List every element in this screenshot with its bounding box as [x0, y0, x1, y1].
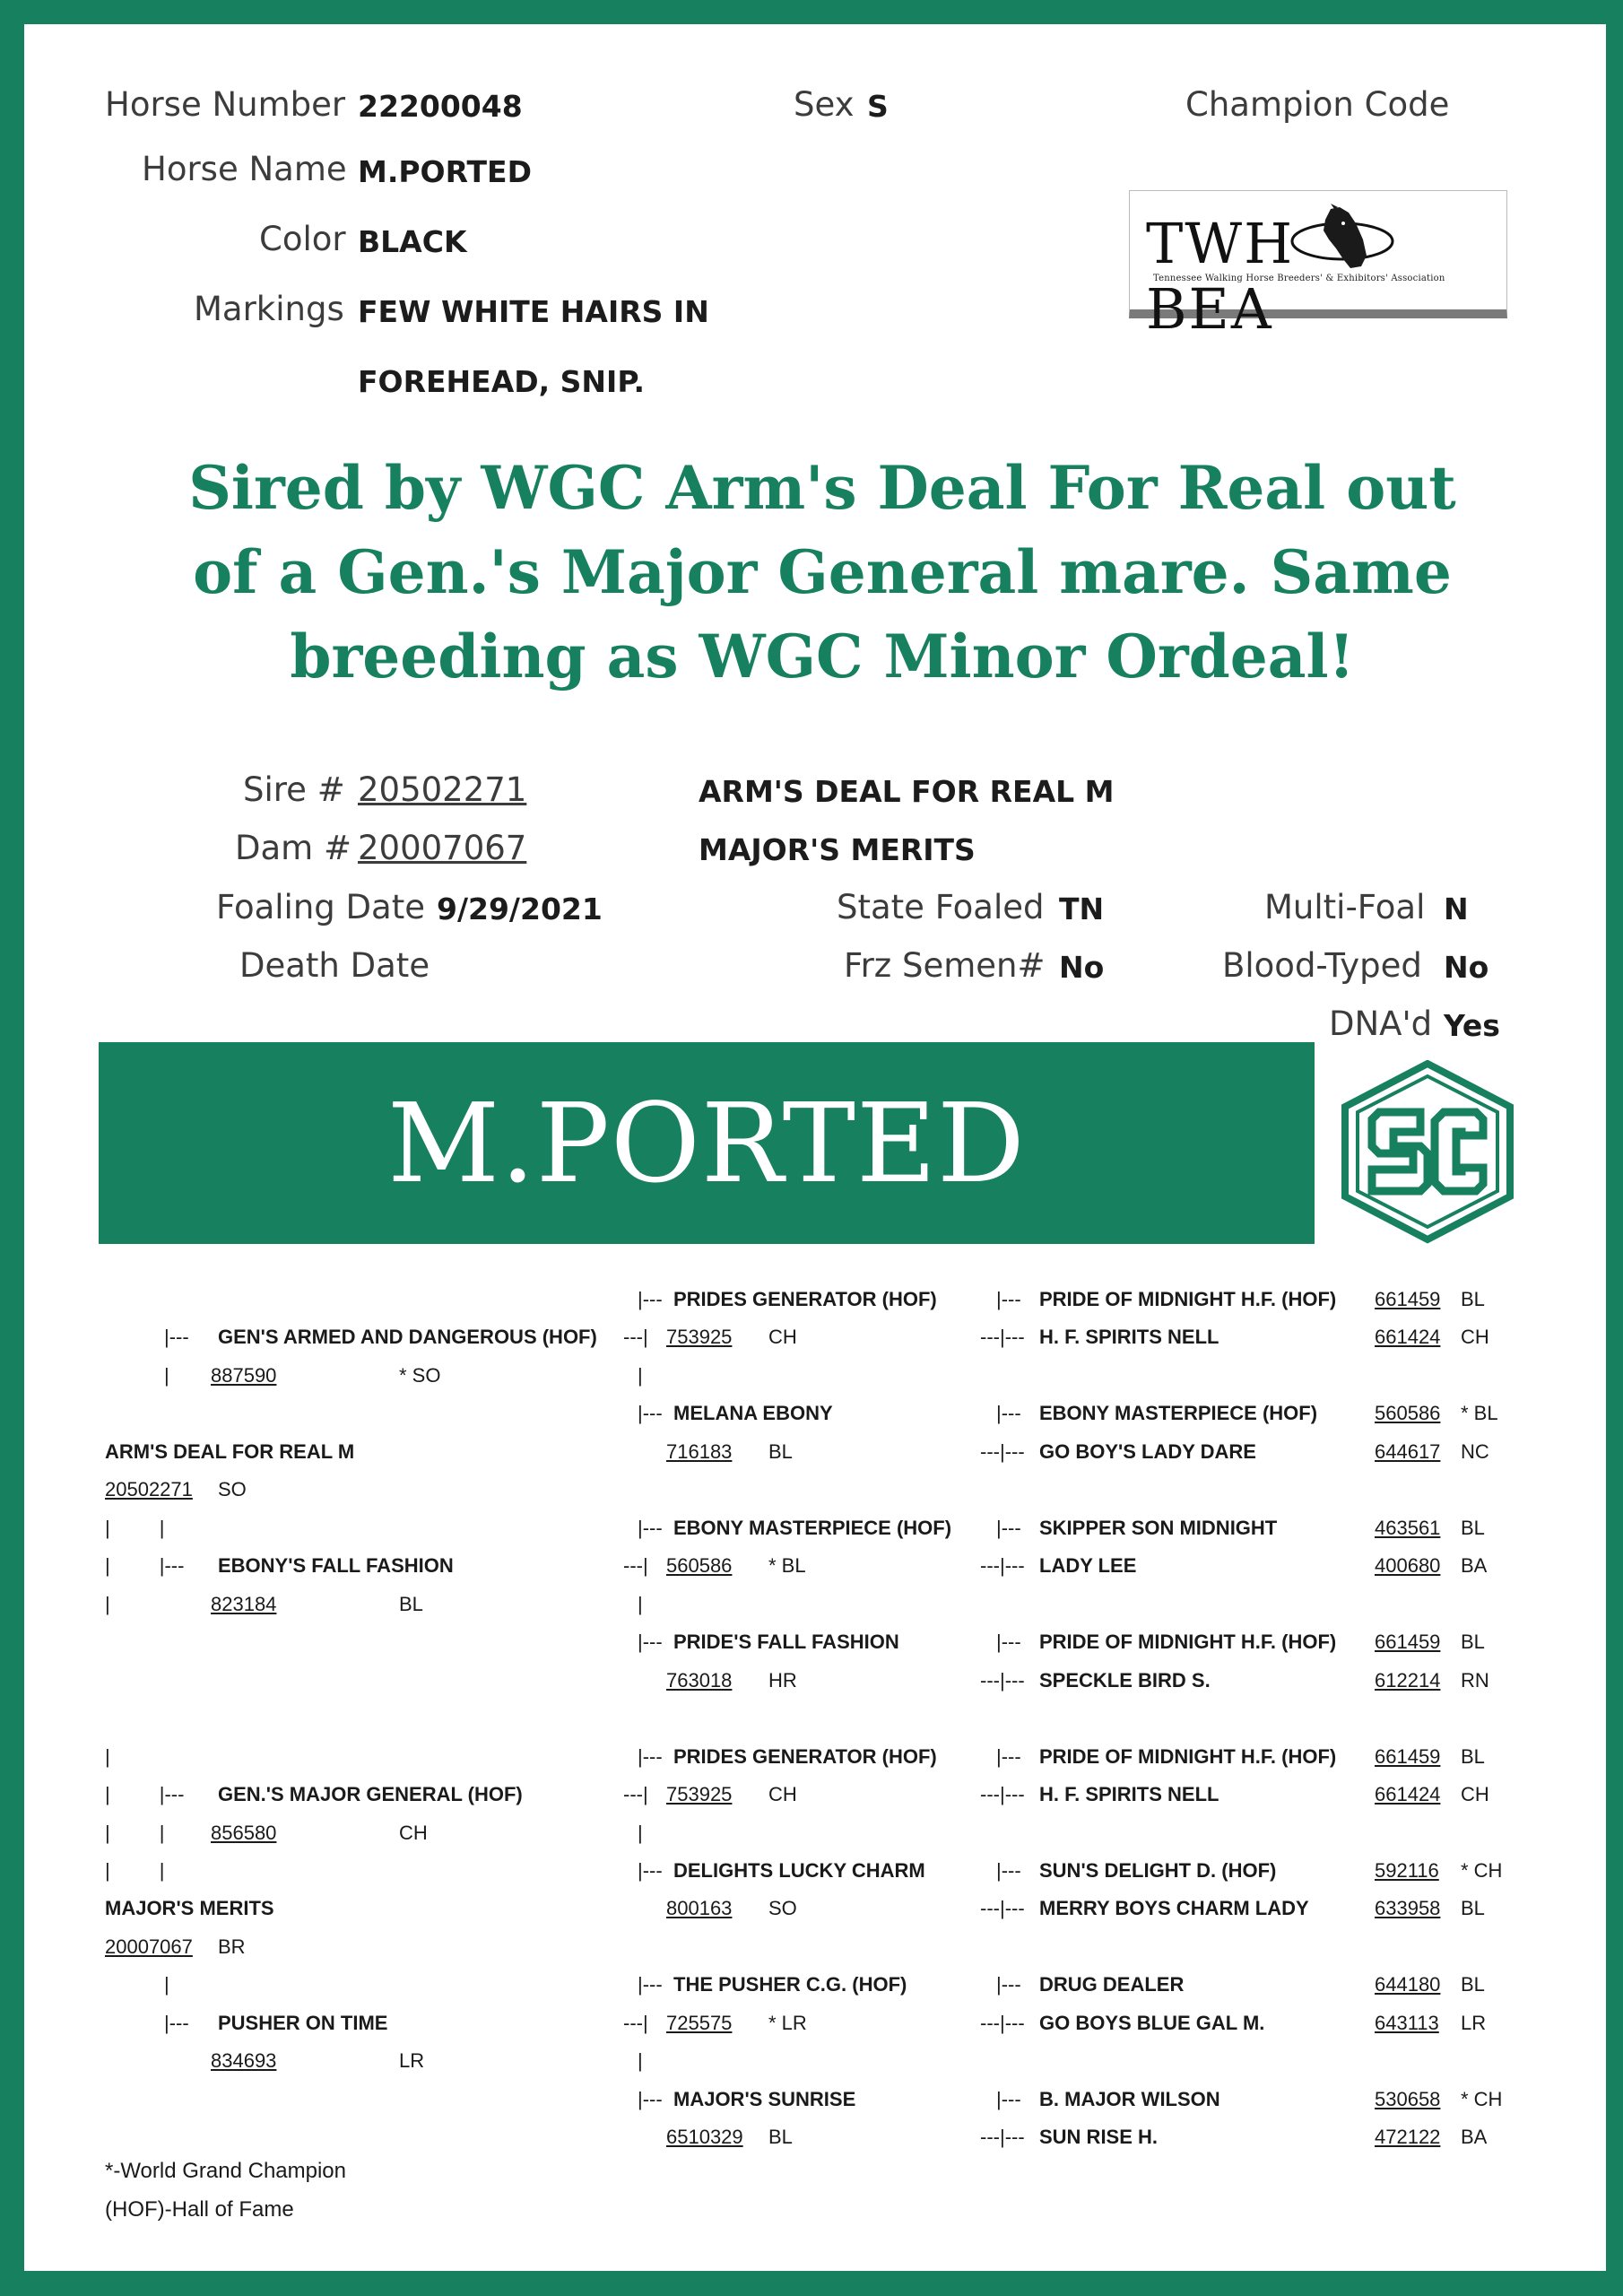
pedigree-entry-reg[interactable]: 612214 [1375, 1669, 1441, 1692]
death-date-label: Death Date [239, 946, 430, 985]
pedigree-entry-code: BL [1461, 1897, 1485, 1919]
tree-connector: |--- [638, 1859, 663, 1882]
tree-connector: | | [105, 1822, 165, 1844]
pedigree-entry-reg[interactable]: 6510329 [666, 2126, 743, 2148]
pedigree-entry-code: BL [768, 1440, 793, 1463]
pedigree-entry-code: * BL [1461, 1402, 1498, 1424]
pedigree-entry-code: NC [1461, 1440, 1489, 1463]
pedigree-entry-code: LR [399, 2049, 425, 2072]
markings-value-line2: FOREHEAD, SNIP. [358, 364, 645, 399]
pedigree-entry-name: GEN.'S MAJOR GENERAL (HOF) [218, 1783, 523, 1805]
pedigree-entry-name: SUN'S DELIGHT D. (HOF) [1039, 1859, 1277, 1882]
tree-connector: ---| [623, 2012, 648, 2034]
tree-connector: |--- [164, 1326, 189, 1348]
pedigree-entry-name: PRIDES GENERATOR (HOF) [673, 1288, 937, 1310]
sire-pedigree-name: ARM'S DEAL FOR REAL M [105, 1440, 355, 1463]
pedigree-entry-reg[interactable]: 633958 [1375, 1897, 1441, 1919]
pedigree-entry-code: * LR [768, 2012, 807, 2034]
dam-reg-link[interactable]: 20007067 [358, 829, 527, 867]
pedigree-entry-code: BL [1461, 1631, 1485, 1653]
tree-connector: |--- [638, 1973, 663, 1996]
multi-foal-label: Multi-Foal [1264, 888, 1426, 926]
foaling-date-label: Foaling Date [216, 888, 425, 926]
horse-head-icon [1289, 204, 1395, 275]
tree-connector: | [638, 1364, 643, 1387]
tree-connector: ---|--- [980, 2126, 1025, 2148]
pedigree-entry-reg[interactable]: 560586 [1375, 1402, 1441, 1424]
tree-connector: |--- [996, 1288, 1021, 1310]
pedigree-entry-code: LR [1461, 2012, 1487, 2034]
pedigree-entry-name: SPECKLE BIRD S. [1039, 1669, 1211, 1692]
pedigree-entry-code: BL [1461, 1288, 1485, 1310]
pedigree-entry-code: CH [1461, 1326, 1489, 1348]
pedigree-entry-code: SO [768, 1897, 797, 1919]
tree-connector: | |--- [105, 1783, 185, 1805]
banner-horse-name: M.PORTED [387, 1079, 1026, 1207]
pedigree-entry-name: PUSHER ON TIME [218, 2012, 388, 2034]
pedigree-entry-code: * SO [399, 1364, 441, 1387]
horse-name-banner [99, 1042, 1315, 1244]
pedigree-entry-name: GO BOYS BLUE GAL M. [1039, 2012, 1265, 2034]
tree-connector: | | [105, 1517, 165, 1539]
tree-connector: | [638, 1822, 643, 1844]
registration-sheet [24, 24, 1606, 2271]
markings-value-line1: FEW WHITE HAIRS IN [358, 294, 709, 329]
pedigree-entry-reg[interactable]: 661459 [1375, 1288, 1441, 1310]
pedigree-entry-reg[interactable]: 592116 [1375, 1859, 1439, 1882]
pedigree-entry-name: GEN'S ARMED AND DANGEROUS (HOF) [218, 1326, 597, 1348]
legend-world-grand-champion: *-World Grand Champion [105, 2159, 347, 2183]
color-value: BLACK [358, 224, 467, 259]
state-foaled-label: State Foaled [837, 888, 1045, 926]
pedigree-entry-code: CH [768, 1326, 797, 1348]
pedigree-entry-code: BL [768, 2126, 793, 2148]
multi-foal-value: N [1444, 891, 1469, 926]
dam-pedigree-reg[interactable]: 20007067 [105, 1935, 193, 1958]
sex-value: S [867, 89, 889, 124]
pedigree-entry-name: SUN RISE H. [1039, 2126, 1159, 2148]
dam-label: Dam # [235, 829, 352, 867]
pedigree-entry-reg[interactable]: 856580 [211, 1822, 277, 1844]
pedigree-entry-name: PRIDE OF MIDNIGHT H.F. (HOF) [1039, 1745, 1337, 1768]
pedigree-entry-code: HR [768, 1669, 797, 1692]
pedigree-entry-reg[interactable]: 560586 [666, 1554, 733, 1577]
pedigree-entry-code: BL [1461, 1517, 1485, 1539]
foaling-date-value: 9/29/2021 [437, 891, 603, 926]
tree-connector: |--- [996, 1859, 1021, 1882]
tree-connector: ---|--- [980, 2012, 1025, 2034]
pedigree-entry-name: DRUG DEALER [1039, 1973, 1185, 1996]
pedigree-entry-code: RN [1461, 1669, 1489, 1692]
pedigree-entry-code: * BL [768, 1554, 806, 1577]
blood-typed-label: Blood-Typed [1222, 946, 1422, 985]
pedigree-entry-code: CH [768, 1783, 797, 1805]
horse-name-label: Horse Name [142, 150, 347, 188]
sire-reg-link[interactable]: 20502271 [358, 770, 527, 809]
tree-connector: | | [105, 1859, 165, 1882]
dam-pedigree-name: MAJOR'S MERITS [105, 1897, 274, 1919]
state-foaled-value: TN [1059, 891, 1105, 926]
pedigree-entry-name: H. F. SPIRITS NELL [1039, 1326, 1219, 1348]
sc-monogram-icon [1338, 1060, 1517, 1244]
tree-connector: | |--- [105, 1554, 185, 1577]
sire-pedigree-reg[interactable]: 20502271 [105, 1478, 193, 1500]
pedigree-entry-name: MERRY BOYS CHARM LADY [1039, 1897, 1309, 1919]
pedigree-entry-code: * CH [1461, 2088, 1503, 2110]
twhbea-logo-text: TWHBEA [1146, 211, 1295, 342]
pedigree-entry-name: THE PUSHER C.G. (HOF) [673, 1973, 907, 1996]
horse-name-value: M.PORTED [358, 154, 532, 189]
pedigree-entry-name: LADY LEE [1039, 1554, 1137, 1577]
tree-connector: |--- [996, 1402, 1021, 1424]
frz-semen-label: Frz Semen# [844, 946, 1046, 985]
pedigree-entry-reg[interactable]: 823184 [211, 1593, 277, 1615]
tree-connector: | [164, 1973, 169, 1996]
pedigree-entry-code: BL [1461, 1973, 1485, 1996]
tree-connector: | [638, 2049, 643, 2072]
legend-hall-of-fame: (HOF)-Hall of Fame [105, 2197, 294, 2222]
pedigree-entry-name: H. F. SPIRITS NELL [1039, 1783, 1219, 1805]
pedigree-entry-reg[interactable]: 644180 [1375, 1973, 1441, 1996]
headline-line3: breeding as WGC Minor Ordeal! [290, 622, 1355, 691]
pedigree-entry-reg[interactable]: 763018 [666, 1669, 733, 1692]
frz-semen-value: No [1059, 950, 1105, 985]
tree-connector: | [105, 1745, 110, 1768]
pedigree-entry-reg[interactable]: 834693 [211, 2049, 277, 2072]
pedigree-entry-code: CH [1461, 1783, 1489, 1805]
pedigree-entry-code: BL [1461, 1745, 1485, 1768]
tree-connector: |--- [996, 1973, 1021, 1996]
tree-connector: |--- [996, 1631, 1021, 1653]
pedigree-entry-name: EBONY MASTERPIECE (HOF) [673, 1517, 952, 1539]
pedigree-entry-reg[interactable]: 530658 [1375, 2088, 1441, 2110]
pedigree-entry-reg[interactable]: 661424 [1375, 1783, 1441, 1805]
headline-line2: of a Gen.'s Major General mare. Same [193, 537, 1452, 607]
sire-name: ARM'S DEAL FOR REAL M [699, 774, 1115, 809]
tree-connector: |--- [638, 1745, 663, 1768]
tree-connector: ---|--- [980, 1554, 1025, 1577]
tree-connector: ---|--- [980, 1897, 1025, 1919]
tree-connector: |--- [638, 1631, 663, 1653]
sire-pedigree-code: SO [218, 1478, 247, 1500]
pedigree-entry-name: EBONY'S FALL FASHION [218, 1554, 454, 1577]
pedigree-entry-reg[interactable]: 644617 [1375, 1440, 1441, 1463]
tree-connector: ---|--- [980, 1669, 1025, 1692]
pedigree-entry-reg[interactable]: 716183 [666, 1440, 733, 1463]
headline [78, 446, 1567, 699]
pedigree-entry-reg[interactable]: 887590 [211, 1364, 277, 1387]
dam-name: MAJOR'S MERITS [699, 832, 976, 867]
tree-connector: |--- [638, 1517, 663, 1539]
blood-typed-value: No [1444, 950, 1489, 985]
tree-connector: | [105, 1593, 110, 1615]
pedigree-entry-reg[interactable]: 753925 [666, 1783, 733, 1805]
tree-connector: ---|--- [980, 1783, 1025, 1805]
headline-line1: Sired by WGC Arm's Deal For Real out [188, 453, 1456, 523]
pedigree-entry-name: GO BOY'S LADY DARE [1039, 1440, 1256, 1463]
tree-connector: |--- [996, 1745, 1021, 1768]
dam-pedigree-code: BR [218, 1935, 246, 1958]
pedigree-entry-reg[interactable]: 725575 [666, 2012, 733, 2034]
sex-label: Sex [794, 85, 855, 124]
tree-connector: |--- [638, 1288, 663, 1310]
tree-connector: |--- [638, 2088, 663, 2110]
pedigree-entry-reg[interactable]: 400680 [1375, 1554, 1441, 1577]
pedigree-entry-name: PRIDE OF MIDNIGHT H.F. (HOF) [1039, 1631, 1337, 1653]
pedigree-entry-reg[interactable]: 800163 [666, 1897, 733, 1919]
markings-label: Markings [194, 290, 344, 328]
tree-connector: ---|--- [980, 1440, 1025, 1463]
pedigree-entry-code: CH [399, 1822, 428, 1844]
tree-connector: | [638, 1593, 643, 1615]
pedigree-entry-name: PRIDE'S FALL FASHION [673, 1631, 899, 1653]
dna-value: Yes [1444, 1008, 1500, 1043]
sire-label: Sire # [243, 770, 345, 809]
twhbea-logo [1129, 190, 1507, 342]
tree-connector: ---|--- [980, 1326, 1025, 1348]
pedigree-entry-name: EBONY MASTERPIECE (HOF) [1039, 1402, 1318, 1424]
tree-connector: |--- [996, 1517, 1021, 1539]
pedigree-entry-code: BL [399, 1593, 423, 1615]
tree-connector: ---| [623, 1783, 648, 1805]
tree-connector: |--- [164, 2012, 189, 2034]
horse-number-value: 22200048 [358, 89, 523, 124]
tree-connector: |--- [996, 2088, 1021, 2110]
pedigree-entry-reg[interactable]: 463561 [1375, 1517, 1441, 1539]
pedigree-entry-code: * CH [1461, 1859, 1503, 1882]
twhbea-logo-subtitle: Tennessee Walking Horse Breeders' & Exhibitors' Association [1153, 274, 1445, 283]
dna-label: DNA'd [1329, 1004, 1433, 1043]
pedigree-entry-code: BA [1461, 2126, 1488, 2148]
color-label: Color [259, 220, 346, 258]
pedigree-entry-name: SKIPPER SON MIDNIGHT [1039, 1517, 1278, 1539]
horse-number-label: Horse Number [105, 85, 346, 124]
tree-connector: ---| [623, 1554, 648, 1577]
pedigree-entry-name: PRIDES GENERATOR (HOF) [673, 1745, 937, 1768]
pedigree-entry-name: B. MAJOR WILSON [1039, 2088, 1220, 2110]
pedigree-entry-reg[interactable]: 643113 [1375, 2012, 1439, 2034]
pedigree-entry-code: BA [1461, 1554, 1488, 1577]
pedigree-entry-reg[interactable]: 661424 [1375, 1326, 1441, 1348]
pedigree-entry-name: DELIGHTS LUCKY CHARM [673, 1859, 925, 1882]
pedigree-entry-reg[interactable]: 472122 [1375, 2126, 1441, 2148]
pedigree-entry-reg[interactable]: 661459 [1375, 1631, 1441, 1653]
tree-connector: |--- [638, 1402, 663, 1424]
champion-code-label: Champion Code [1185, 85, 1450, 124]
pedigree-entry-reg[interactable]: 661459 [1375, 1745, 1441, 1768]
pedigree-entry-name: MAJOR'S SUNRISE [673, 2088, 856, 2110]
pedigree-entry-reg[interactable]: 753925 [666, 1326, 733, 1348]
pedigree-entry-name: PRIDE OF MIDNIGHT H.F. (HOF) [1039, 1288, 1337, 1310]
pedigree-entry-name: MELANA EBONY [673, 1402, 833, 1424]
tree-connector: | [164, 1364, 169, 1387]
tree-connector: ---| [623, 1326, 648, 1348]
